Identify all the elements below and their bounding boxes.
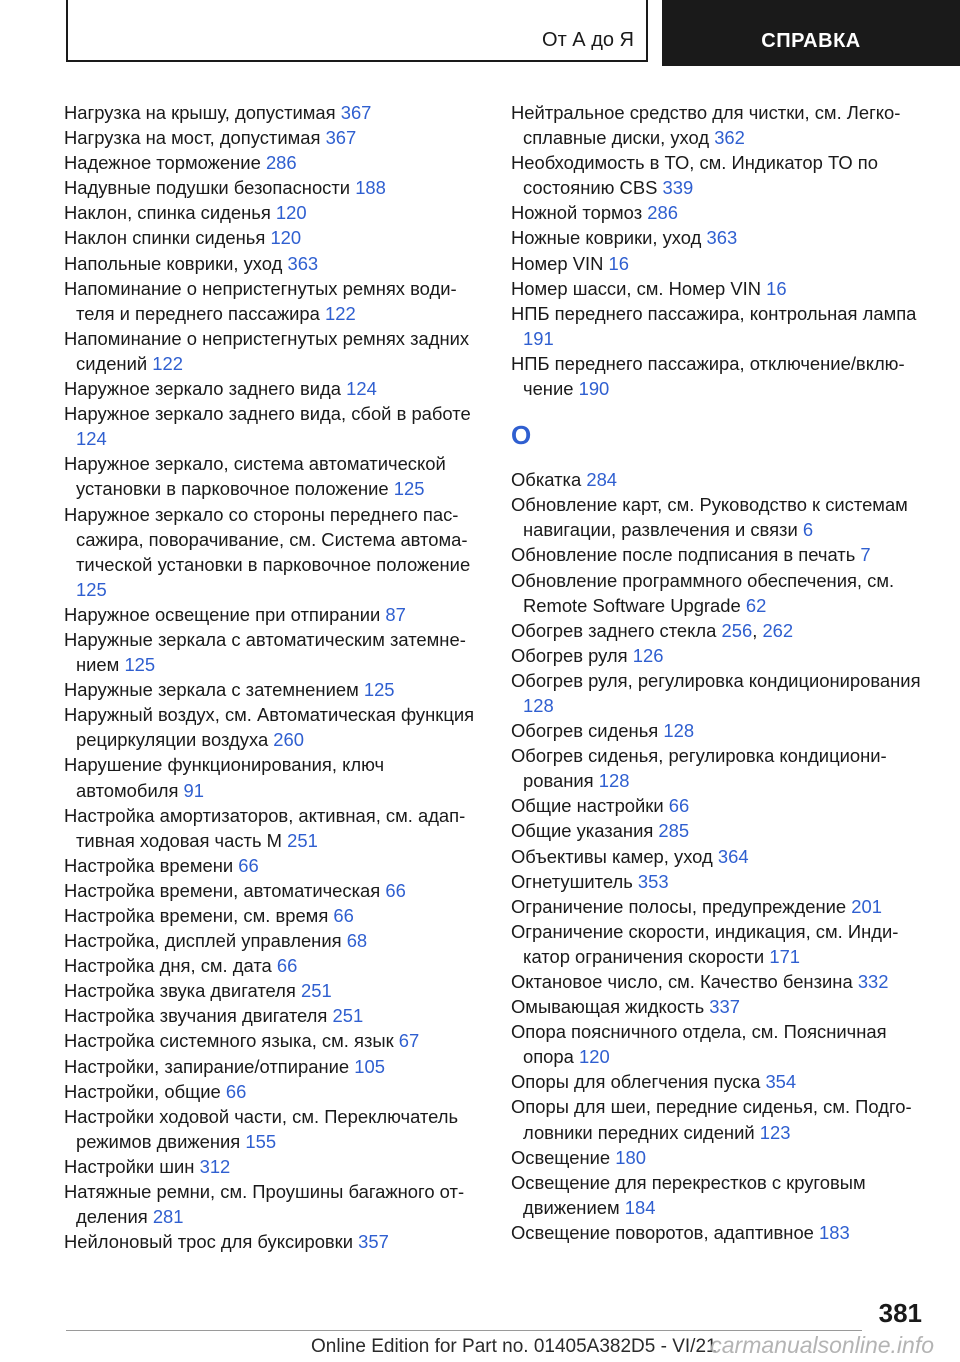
index-entry	[64, 1229, 480, 1254]
index-entry	[64, 903, 480, 928]
page-link[interactable]: 66	[668, 795, 690, 817]
index-entry-text: Обновление программного обеспечения, см. Remote Software Upgrade	[511, 569, 895, 616]
index-entry	[64, 1079, 480, 1104]
index-column-left	[64, 100, 480, 1254]
index-entry-text: Опоры для облегчения пуска	[511, 1071, 761, 1093]
page-link[interactable]: 122	[324, 302, 356, 324]
page-link[interactable]: 201	[851, 895, 882, 917]
index-entry-text: Освещение	[511, 1146, 611, 1168]
index-entry	[511, 743, 931, 793]
index-entry	[511, 492, 931, 542]
watermark: carmanualsonline.info	[710, 1332, 934, 1358]
page-link[interactable]: 62	[745, 594, 767, 616]
index-entry	[64, 1154, 480, 1179]
index-entry	[64, 251, 480, 276]
page-link[interactable]: 87	[385, 603, 406, 625]
index-entry-text: Нейтральное средство для чистки, см. Легкосплавные диски, уход	[511, 102, 901, 149]
index-entry	[511, 1069, 931, 1094]
index-entry-text: Наружные зеркала с затемнением	[64, 679, 359, 701]
index-entry	[511, 1094, 931, 1144]
page-header	[66, 0, 960, 66]
index-entry-text: Настройка системного языка, см. язык	[64, 1030, 394, 1052]
index-entry	[511, 251, 931, 276]
index-entry-text: Нагрузка на мост, допустимая	[64, 127, 321, 149]
index-entry-text: Наклон, спинка сиденья	[64, 202, 271, 224]
index-entry	[64, 1179, 480, 1229]
page-link[interactable]: 120	[270, 227, 302, 249]
index-entry-text: Наклон спинки сиденья	[64, 227, 266, 249]
index-entry-text: Нарушение функционирования, ключ автомобиля	[64, 754, 385, 801]
index-entry	[511, 150, 931, 200]
index-entry	[64, 953, 480, 978]
page-link[interactable]: 312	[199, 1155, 231, 1177]
index-entry-text: Обогрев заднего стекла	[511, 619, 717, 641]
index-entry-text: Обогрев руля	[511, 644, 628, 666]
index-entry	[511, 100, 931, 150]
page-link[interactable]: 363	[706, 227, 738, 249]
index-entry	[64, 1003, 480, 1028]
index-entry-text: Настройка времени, см. время	[64, 905, 329, 926]
index-entry-text: Нейлоновый трос для буксировки	[64, 1231, 354, 1253]
page-link[interactable]: 364	[717, 845, 749, 867]
index-entry-text: Обогрев руля, регулировка кондиционирования	[511, 669, 921, 691]
page-link[interactable]: 16	[766, 277, 787, 299]
footer-edition: Online Edition for Part no. 01405A382D5 - VI/21	[311, 1336, 717, 1357]
page-link[interactable]: 184	[624, 1196, 656, 1218]
index-entry	[511, 894, 931, 919]
index-entry: Обогрев заднего стекла 256, 262	[511, 619, 794, 641]
page-number: 381	[878, 1298, 922, 1328]
page-link[interactable]: 125	[124, 654, 156, 676]
page-link[interactable]: 128	[663, 720, 695, 742]
index-entry	[64, 150, 480, 175]
index-entry-text: Нагрузка на крышу, допустимая	[64, 102, 336, 123]
page-link[interactable]: 286	[265, 152, 297, 174]
index-entry	[511, 793, 931, 818]
page-link[interactable]: 262	[762, 619, 794, 641]
index-entry-text: Настройка времени	[64, 854, 234, 876]
index-entry-text: Настройки ходовой части, см. Переключатель режимов движения	[64, 1105, 459, 1152]
index-entry-text: Настройки, общие	[64, 1080, 221, 1102]
index-entry-text: Напольные коврики, уход	[64, 252, 283, 274]
page-link[interactable]: 251	[287, 829, 318, 851]
index-entry	[64, 1028, 480, 1053]
page-link[interactable]: 286	[647, 202, 678, 224]
index-entry-text: Настройка амортизаторов, активная, см. адаптивная ходовая часть M	[64, 804, 466, 851]
page-link[interactable]: 188	[355, 177, 386, 199]
page-link[interactable]: 357	[358, 1231, 389, 1253]
index-entry	[64, 702, 480, 752]
index-entry-text: Освещение для перекрестков с круговым движением	[511, 1171, 866, 1218]
index-entry-text: Обновление после подписания в печать	[511, 544, 856, 566]
page-link[interactable]: 260	[273, 729, 304, 751]
index-entry	[64, 276, 480, 326]
index-entry	[511, 668, 931, 718]
index-entry	[511, 919, 931, 969]
index-entry-text: Необходимость в ТО, см. Индикатор ТО по состоянию CBS	[511, 152, 878, 199]
page-link[interactable]: 66	[276, 955, 298, 977]
page-link[interactable]: 120	[579, 1046, 610, 1068]
index-entry-text: Наружный воздух, см. Автоматическая функция рециркуляции воздуха	[64, 704, 475, 751]
index-entry-text: Ограничение скорости, индикация, см. Индикатор ограничения скорости	[511, 920, 899, 967]
index-entry	[511, 301, 931, 351]
index-entry-text: Наружное зеркало заднего вида, сбой в работе	[64, 403, 471, 425]
index-entry	[511, 467, 931, 492]
page-link[interactable]: 337	[709, 996, 740, 1018]
index-entry-text: Номер VIN	[511, 252, 604, 274]
page-link[interactable]: 251	[332, 1005, 364, 1027]
index-entry	[511, 200, 931, 225]
index-entry	[511, 1170, 931, 1220]
index-entry-text: Общие указания	[511, 820, 654, 842]
footer-divider	[66, 1330, 862, 1331]
index-entry	[64, 602, 480, 627]
index-list-right-bottom	[511, 467, 931, 1245]
index-entry-text: Напоминание о непристегнутых ремнях водителя и переднего пассажира	[64, 277, 457, 324]
index-entry-text: Наружное зеркало, система автоматической установки в парковочное положение	[64, 453, 446, 500]
page-link[interactable]: 124	[76, 428, 107, 450]
index-entry-text: Ограничение полосы, предупреждение	[511, 895, 847, 917]
index-entry	[64, 928, 480, 953]
tab-a-to-z[interactable]: От А до Я	[66, 0, 648, 62]
index-entry	[64, 677, 480, 702]
index-entry	[64, 853, 480, 878]
index-entry-text: Настройка дня, см. дата	[64, 955, 272, 977]
index-entry	[511, 969, 931, 994]
index-entry-text: НПБ переднего пассажира, отключение/включение	[511, 352, 905, 400]
index-entry-text: Обогрев сиденья, регулировка кондиционирования	[511, 745, 887, 792]
index-entry	[511, 869, 931, 894]
index-entry	[511, 844, 931, 869]
index-entry-text: Ножные коврики, уход	[511, 227, 702, 249]
page-link[interactable]: 105	[354, 1055, 385, 1077]
index-entry	[64, 502, 480, 602]
index-entry	[64, 451, 480, 501]
index-column-right	[511, 100, 931, 1245]
index-entry-text: Опора поясничного отдела, см. Поясничная опора	[511, 1021, 887, 1068]
index-entry-text: Напоминание о непристегнутых ремнях задних сидений	[64, 327, 470, 374]
index-entry	[511, 818, 931, 843]
page-link[interactable]: 353	[637, 870, 669, 892]
page-link[interactable]: 367	[325, 127, 357, 149]
index-entry-text: Настройка времени, автоматическая	[64, 879, 381, 901]
index-entry-text: Настройка, дисплей управления	[64, 930, 342, 952]
index-entry	[511, 351, 931, 401]
index-entry-text: Настройки шин	[64, 1155, 195, 1177]
page-link[interactable]: 120	[275, 202, 307, 224]
page-link[interactable]: 354	[765, 1071, 797, 1093]
index-entry	[511, 994, 931, 1019]
index-entry-text: Наружные зеркала с автоматическим затемнением	[64, 628, 466, 676]
tab-help[interactable]: СПРАВКА	[662, 0, 960, 66]
index-entry-text: Наружное освещение при отпирании	[64, 603, 381, 625]
page-link[interactable]: 332	[857, 971, 889, 992]
page-link[interactable]: 68	[346, 930, 368, 952]
index-entry-text: Обкатка	[511, 469, 582, 491]
page-link[interactable]: 125	[76, 578, 107, 600]
page-link[interactable]: 16	[608, 252, 629, 274]
page-link[interactable]: 155	[245, 1130, 277, 1152]
section-letter: О	[511, 420, 532, 451]
page-link[interactable]: 190	[578, 378, 610, 400]
index-entry-text: Опоры для шеи, передние сиденья, см. Подголовники передних сидений	[511, 1096, 912, 1143]
index-entry-text: Октановое число, см. Качество бензина	[511, 971, 853, 992]
page-link[interactable]: 7	[860, 544, 871, 566]
page-link[interactable]: 285	[658, 820, 690, 842]
page-link[interactable]: 67	[398, 1030, 420, 1052]
index-entry	[511, 1220, 931, 1245]
index-entry	[64, 752, 480, 802]
index-entry	[64, 627, 480, 677]
index-entry-text: Натяжные ремни, см. Проушины багажного отделения	[64, 1181, 465, 1228]
page-link[interactable]: 367	[340, 102, 372, 123]
index-entry	[64, 376, 480, 401]
page-link[interactable]: 128	[523, 694, 554, 716]
page-link[interactable]: 6	[802, 519, 814, 541]
page-link[interactable]: 126	[632, 644, 664, 666]
index-entry	[511, 1145, 931, 1170]
page-link[interactable]: 66	[238, 854, 259, 876]
index-entry	[64, 978, 480, 1003]
index-entry	[64, 326, 480, 376]
page-link[interactable]: 171	[769, 945, 801, 967]
page-link[interactable]: 339	[662, 177, 694, 199]
page-link[interactable]: 362	[714, 127, 745, 149]
index-entry	[64, 803, 480, 853]
index-entry	[511, 718, 931, 743]
page-link[interactable]: 66	[333, 905, 354, 926]
index-entry	[64, 125, 480, 150]
index-entry-text: Омывающая жидкость	[511, 996, 705, 1018]
index-entry	[511, 276, 931, 301]
index-entry	[64, 100, 480, 125]
page-link[interactable]: 256	[721, 619, 753, 641]
page-link[interactable]: 122	[152, 352, 183, 374]
index-entry	[64, 401, 480, 451]
index-entry-text: Общие настройки	[511, 795, 664, 817]
page-link[interactable]: 363	[287, 252, 319, 274]
index-entry	[64, 225, 480, 250]
page-link[interactable]: 183	[819, 1221, 850, 1243]
page-link[interactable]: 191	[523, 327, 554, 349]
index-entry	[511, 643, 931, 668]
index-entry	[64, 200, 480, 225]
index-entry	[64, 1104, 480, 1154]
index-entry-text: Обновление карт, см. Руководство к системам навигации, развлечения и связи	[511, 494, 908, 541]
page-link[interactable]: 123	[759, 1121, 791, 1143]
index-entry-text: НПБ переднего пассажира, контрольная лампа	[511, 302, 917, 324]
index-entry-text: Настройка звука двигателя	[64, 980, 296, 1002]
page-link[interactable]: 251	[300, 980, 332, 1002]
index-list-right-top	[511, 100, 931, 401]
page-link[interactable]: 66	[385, 879, 406, 901]
page-link[interactable]: 180	[615, 1146, 646, 1168]
index-entry	[64, 175, 480, 200]
index-entry-text: Огнетушитель	[511, 870, 633, 892]
index-entry	[64, 878, 480, 903]
index-entry-text: Наружное зеркало со стороны переднего пассажира, поворачивание, см. Система автоматической установки в парковочное положение	[64, 503, 471, 575]
index-entry-text: Ножной тормоз	[511, 202, 643, 224]
page-link[interactable]: 91	[183, 779, 204, 801]
index-entry-text: Надувные подушки безопасности	[64, 177, 351, 199]
index-entry-text: Настройка звучания двигателя	[64, 1005, 328, 1027]
index-entry-text: Освещение поворотов, адаптивное	[511, 1221, 814, 1243]
index-entry-text: Наружное зеркало заднего вида	[64, 378, 342, 400]
index-entry-text: Надежное торможение	[64, 152, 261, 174]
index-entry-text: Объективы камер, уход	[511, 845, 713, 867]
index-entry	[511, 1019, 931, 1069]
page-link[interactable]: 66	[225, 1080, 247, 1102]
page-link[interactable]: 125	[363, 679, 395, 701]
page-link[interactable]: 125	[393, 478, 425, 500]
page-link[interactable]: 128	[598, 770, 630, 792]
index-entry	[511, 568, 931, 618]
page-link[interactable]: 281	[152, 1206, 184, 1228]
index-entry	[64, 1054, 480, 1079]
index-entry-text: Настройки, запирание/отпирание	[64, 1055, 350, 1077]
page-link[interactable]: 284	[586, 469, 618, 491]
index-entry-text: Номер шасси, см. Номер VIN	[511, 277, 762, 299]
page-link[interactable]: 124	[346, 378, 377, 400]
index-entry	[511, 542, 931, 567]
index-entry-text: Обогрев сиденья	[511, 720, 659, 742]
index-entry	[511, 225, 931, 250]
